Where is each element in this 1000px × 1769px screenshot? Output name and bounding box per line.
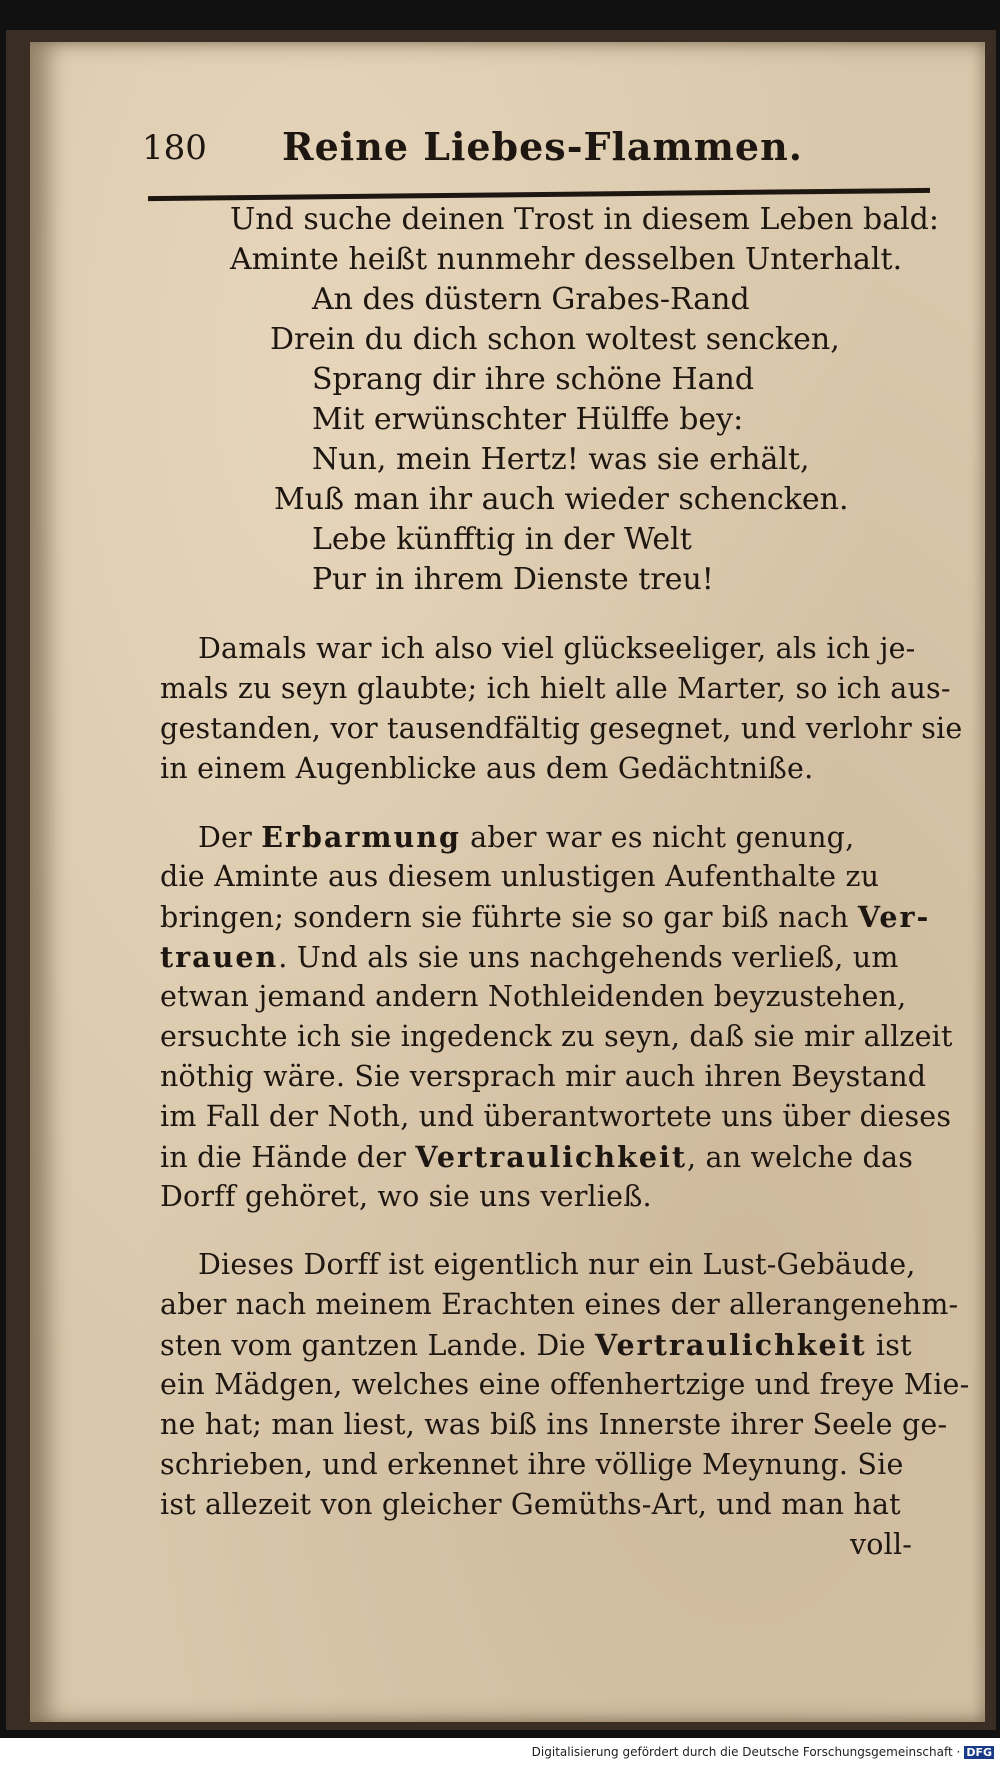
- verse-line: Drein du dich schon woltest sencken,: [270, 322, 840, 357]
- prose-line: [160, 1328, 912, 1362]
- emphasized-term: Ver-: [857, 900, 931, 934]
- verse-line: Mit erwünschter Hülffe bey:: [312, 402, 744, 437]
- prose-text: in die Hände der: [160, 1141, 416, 1174]
- digitization-credit: [532, 1745, 994, 1759]
- prose-line: mals zu seyn glaubte; ich hielt alle Marter, so ich aus-: [160, 672, 951, 705]
- emphasized-term: trauen: [160, 940, 279, 974]
- verse-line: Nun, mein Hertz! was sie erhält,: [312, 442, 810, 477]
- prose-line: nöthig wäre. Sie versprach mir auch ihren Beystand: [160, 1060, 927, 1093]
- verse-line: Pur in ihrem Dienste treu!: [312, 562, 714, 597]
- prose-line: [198, 820, 854, 854]
- prose-line: in einem Augenblicke aus dem Gedächtniße.: [160, 752, 814, 785]
- credit-text: Digitalisierung gefördert durch die Deutsche Forschungsgemeinschaft ·: [531, 1745, 961, 1759]
- prose-line: ersuchte ich sie ingedenck zu seyn, daß sie mir allzeit: [160, 1020, 953, 1053]
- verse-line: Muß man ihr auch wieder schencken.: [274, 482, 849, 517]
- page-number: 180: [142, 128, 207, 168]
- prose-line: die Aminte aus diesem unlustigen Aufenthalte zu: [160, 860, 880, 893]
- prose-line: ein Mädgen, welches eine offenhertzige und freye Mie-: [160, 1368, 970, 1401]
- verse-line: Und suche deinen Trost in diesem Leben bald:: [230, 202, 939, 237]
- catchword: voll-: [850, 1528, 913, 1561]
- prose-text: . Und als sie uns nachgehends verließ, um: [278, 941, 899, 974]
- prose-text: bringen; sondern sie führte sie so gar biß nach: [160, 901, 858, 934]
- prose-line: Damals war ich also viel glückseeliger, als ich je-: [198, 632, 916, 665]
- prose-line: aber nach meinem Erachten eines der allerangenehm-: [160, 1288, 959, 1321]
- prose-text: , an welche das: [687, 1141, 914, 1174]
- prose-text: ist: [866, 1329, 912, 1362]
- header-rule: [148, 188, 930, 201]
- prose-line: [160, 900, 930, 934]
- verse-line: Lebe künfftig in der Welt: [312, 522, 692, 557]
- prose-line: Dorff gehöret, wo sie uns verließ.: [160, 1180, 652, 1213]
- prose-line: etwan jemand andern Nothleidenden beyzustehen,: [160, 980, 907, 1013]
- running-title: Reine Liebes-Flammen.: [282, 124, 803, 169]
- prose-line: ist allezeit von gleicher Gemüths-Art, und man hat: [160, 1488, 901, 1521]
- verse-line: Aminte heißt nunmehr desselben Unterhalt.: [230, 242, 903, 277]
- prose-line: Dieses Dorff ist eigentlich nur ein Lust-Gebäude,: [198, 1248, 916, 1281]
- prose-line: [160, 940, 899, 974]
- emphasized-term: Erbarmung: [261, 820, 461, 854]
- emphasized-term: Vertraulichkeit: [595, 1328, 867, 1362]
- running-head: [142, 120, 942, 180]
- verse-line: Sprang dir ihre schöne Hand: [312, 362, 755, 397]
- emphasized-term: Vertraulichkeit: [415, 1140, 688, 1174]
- prose-line: schrieben, und erkennet ihre völlige Meynung. Sie: [160, 1448, 904, 1481]
- prose-line: im Fall der Noth, und überantwortete uns über dieses: [160, 1100, 952, 1133]
- book-page: [30, 42, 985, 1722]
- prose-line: ne hat; man liest, was biß ins Innerste ihrer Seele ge-: [160, 1408, 948, 1441]
- prose-text: aber war es nicht genung,: [460, 821, 855, 854]
- prose-text: Der: [198, 821, 262, 854]
- dfg-logo: DFG: [966, 1746, 992, 1759]
- prose-line: gestanden, vor tausendfältig gesegnet, und verlohr sie: [160, 712, 963, 745]
- prose-text: sten vom gantzen Lande. Die: [160, 1329, 596, 1362]
- prose-line: [160, 1140, 913, 1174]
- verse-line: An des düstern Grabes-Rand: [312, 282, 750, 317]
